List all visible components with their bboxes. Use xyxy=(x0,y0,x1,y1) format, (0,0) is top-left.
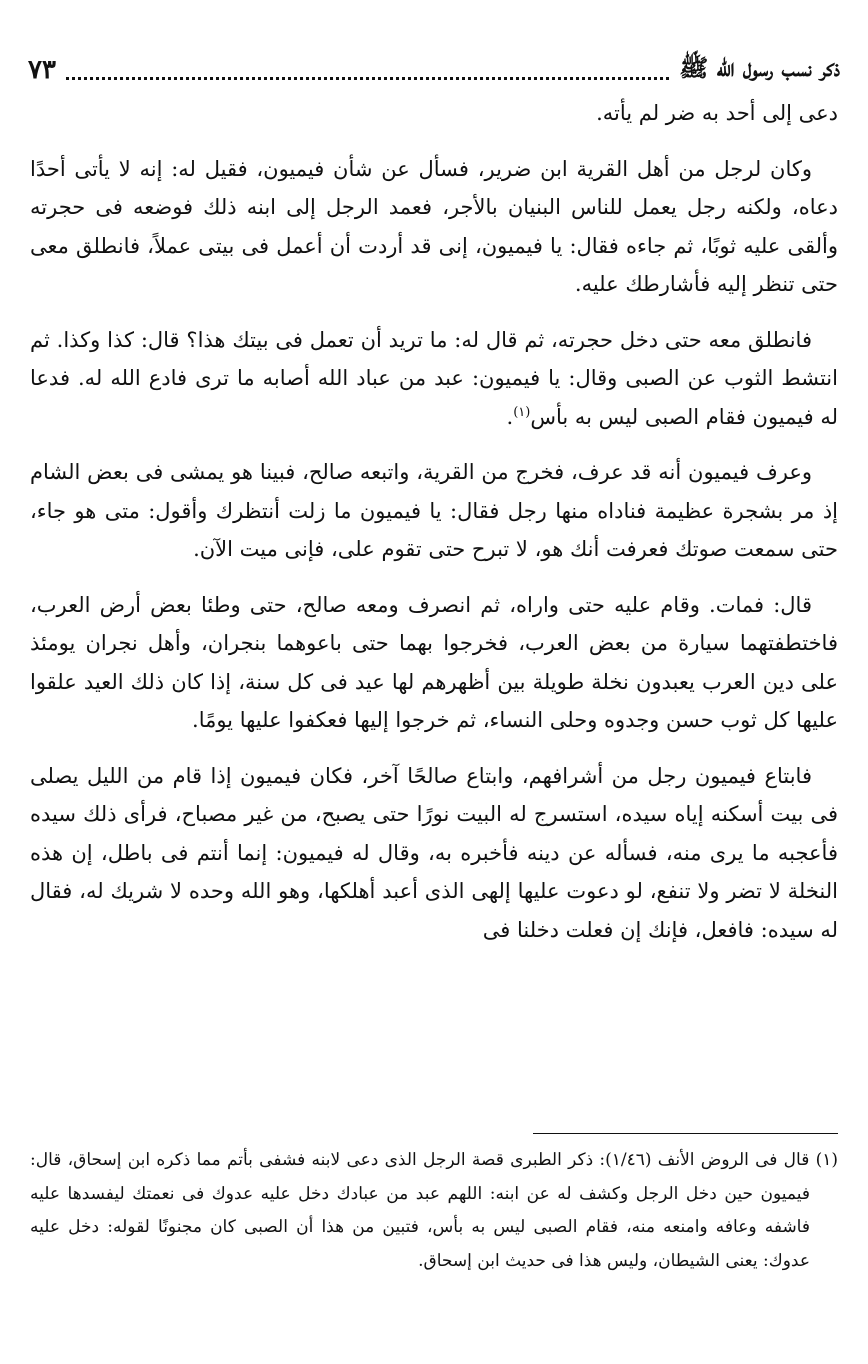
footnote-1: (١) قال فى الروض الأنف (١/٤٦): ذكر الطبرى قصة الرجل الذى دعى لابنه فشفى بأتم مما ذكره ابن إسحاق، قال: فيميون حين دخل الرجل وكشف له عن ابنه: اللهم عبد من عبادك دخل عليه عدوك فى نعمتك ليفسدها عليه فاشفه وعافه وامنعه منه، فقام الصبى ليس به بأس، فتبين من هذا أن الصبى كان مجنونًا لقوله: دخل عليه عدوك: يعنى الشيطان، وليس هذا فى حديث ابن إسحاق. xyxy=(30,1150,839,1271)
paragraph-5: قال: فمات. وقام عليه حتى واراه، ثم انصرف ومعه صالح، حتى وطئا بعض أرض العرب، فاختطفتهما سيارة من بعض العرب، فخرجوا بهما حتى باعوهما بنجران، وأهل نجران يومئذ على دين العرب يعبدون نخلة طويلة بين أظهرهم لها عيد فى كل سنة، إذا كان ذلك العيد علقوا عليها كل ثوب حسن وجدوه وحلى النساء، ثم خرجوا إليها فعكفوا عليها يومًا. xyxy=(30,592,838,732)
header-dot-leader xyxy=(66,77,669,80)
paragraph-1: دعى إلى أحد به ضر لم يأته. xyxy=(596,101,838,125)
paragraph-2: وكان لرجل من أهل القرية ابن ضرير، فسأل عن شأن فيميون، فقيل له: إنه لا يأتى أحدًا دعاه، ولكنه رجل يعمل للناس البنيان بالأجر، فعمد الرجل إلى ابنه ذلك فوضعه فى حجرته وألقى عليه ثوبًا، ثم جاءه فقال: يا فيميون، إنى قد أردت أن أعمل فى بيتى عملاً، فانطلق معى حتى تنظر إليه فأشارطك عليه. xyxy=(30,156,838,296)
footnote-separator xyxy=(533,1133,838,1134)
page-number: ٧٣ xyxy=(28,55,56,85)
running-title: ذكر نسب رسول الله ﷺ xyxy=(679,52,840,82)
main-text xyxy=(30,94,838,966)
paragraph-3-end: . xyxy=(506,404,514,429)
paragraph-3-text: فانطلق معه حتى دخل حجرته، ثم قال له: ما تريد أن تعمل فى بيتك هذا؟ قال: كذا وكذا. ثم انتشط الثوب عن الصبى وقال: يا فيميون: عبد من عباد الله أصابه ما ترى فادع الله له. فدعا له فيميون فقام الصبى ليس به بأس xyxy=(30,327,838,429)
footnote-reference[interactable]: (١) xyxy=(513,404,531,420)
footnote-block xyxy=(30,1144,838,1278)
running-header xyxy=(28,50,840,90)
paragraph-4: وعرف فيميون أنه قد عرف، فخرج من القرية، واتبعه صالح، فبينا هو يمشى فى بعض الشام إذ مر بشجرة عظيمة فناداه منها رجل فقال: يا فيميون ما زلت أنتظرك وأقول: متى هو جاء، حتى سمعت صوتك فعرفت أنك هو، لا تبرح حتى تقوم على، فإنى ميت الآن. xyxy=(30,460,838,561)
paragraph-6: فابتاع فيميون رجل من أشرافهم، وابتاع صالحًا آخر، فكان فيميون إذا قام من الليل يصلى فى بيت أسكنه إياه سيده، استسرج له البيت نورًا حتى يصبح، من غير مصباح، فرأى ذلك سيده فأعجبه ما يرى منه، فسأله عن دينه فأخبره به، وقال له فيميون: إنما أنتم فى باطل، إن هذه النخلة لا تضر ولا تنفع، لو دعوت عليها إلهى الذى أعبد أهلكها، وهو الله وحده لا شريك له، فقال له سيده: فافعل، فإنك إن فعلت دخلنا فى xyxy=(30,763,838,942)
paragraph-3 xyxy=(30,321,838,437)
